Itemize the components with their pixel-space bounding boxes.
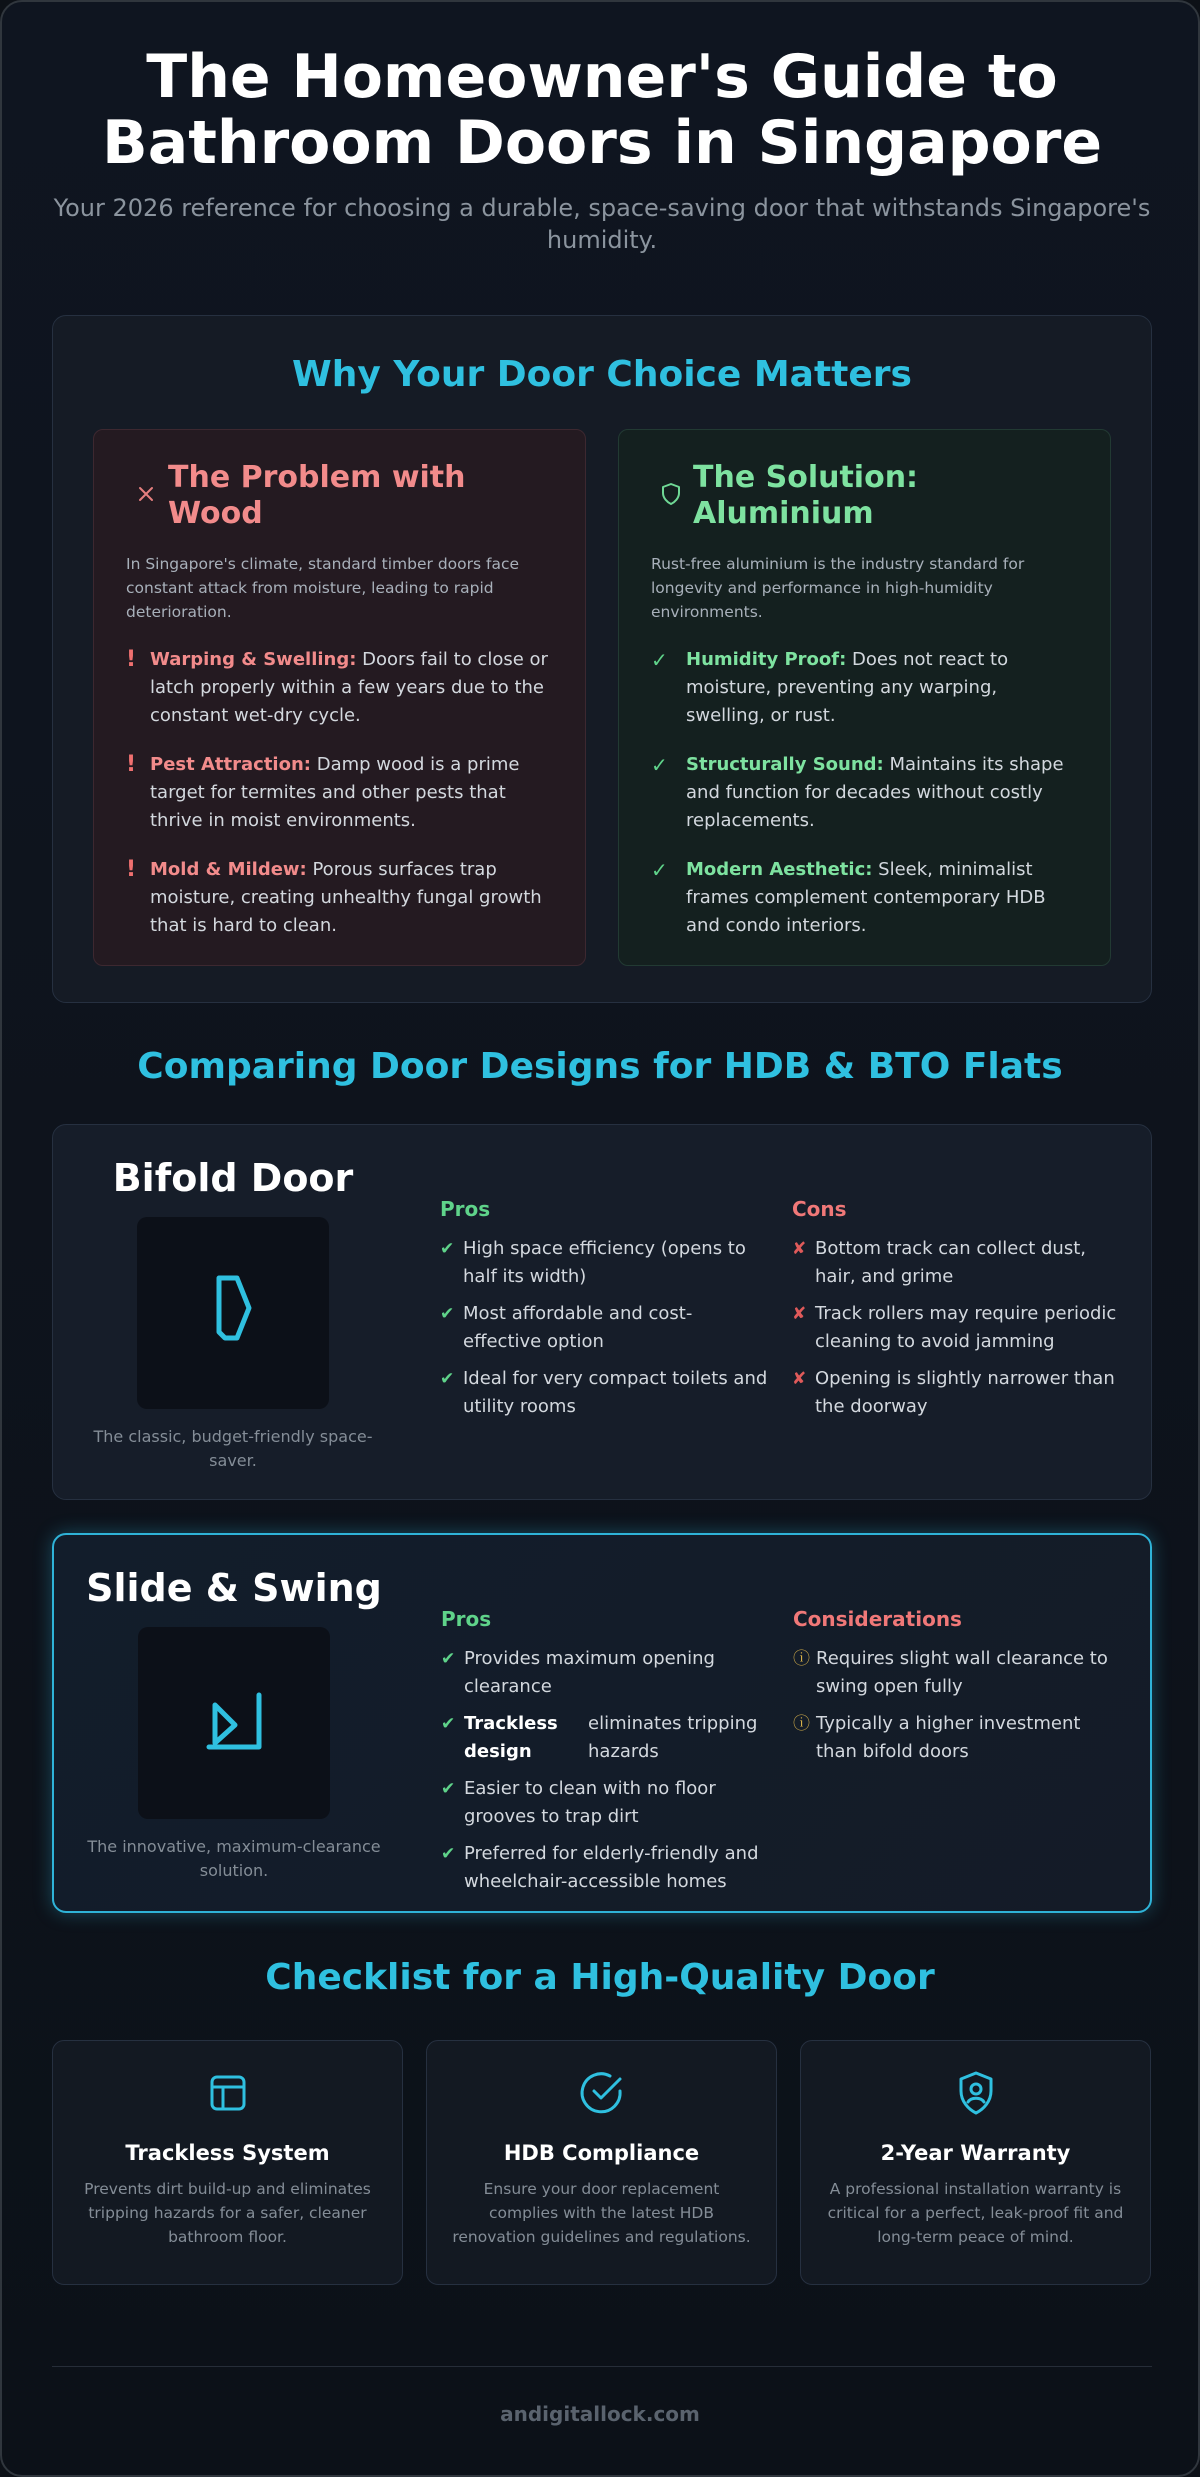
check-icon: ✔ bbox=[440, 1239, 455, 1259]
bifold-cons bbox=[792, 1197, 1122, 1430]
slide-swing-title: Slide & Swing bbox=[86, 1566, 382, 1610]
feature-card-hdb bbox=[426, 2040, 777, 2285]
cross-icon: ✘ bbox=[792, 1239, 807, 1259]
why-section bbox=[52, 315, 1152, 1003]
solution-point: ✓ Humidity Proof: Does not react to moisture, preventing any warping, swelling, or rust. bbox=[651, 646, 1080, 730]
check-circle-icon bbox=[451, 2067, 752, 2119]
feature-text: Prevents dirt build-up and eliminates tripping hazards for a safer, cleaner bathroom floor. bbox=[84, 2180, 371, 2246]
footer-link[interactable]: andigitallock.com bbox=[500, 2402, 700, 2426]
title-line-2: Bathroom Doors in Singapore bbox=[101, 108, 1103, 178]
feature-title: HDB Compliance bbox=[503, 2141, 700, 2165]
feature-text: Ensure your door replacement complies with the latest HDB renovation guidelines and regulations. bbox=[452, 2180, 751, 2246]
check-icon: ✔ bbox=[441, 1649, 456, 1669]
pros-heading: Pros bbox=[440, 1197, 491, 1221]
check-icon: ✓ bbox=[651, 858, 668, 882]
bifold-door-icon bbox=[137, 1217, 329, 1409]
page-title bbox=[52, 44, 1152, 176]
page-subtitle: Your 2026 reference for choosing a durable, space-saving door that withstands Singapore's humidity. bbox=[53, 194, 1151, 254]
bifold-card bbox=[52, 1124, 1152, 1500]
con-item: ✘ Bottom track can collect dust, hair, and grime bbox=[792, 1235, 1122, 1291]
shield-icon bbox=[825, 2067, 1126, 2119]
solution-title: The Solution: Aluminium bbox=[693, 460, 919, 531]
layout-icon bbox=[77, 2067, 378, 2119]
con-item: ✘ Opening is slightly narrower than the doorway bbox=[792, 1365, 1122, 1421]
consideration-item: ⓘ Requires slight wall clearance to swing open fully bbox=[793, 1645, 1123, 1701]
problem-intro: In Singapore's climate, standard timber doors face constant attack from moisture, leading to rapid deterioration. bbox=[126, 555, 520, 621]
shield-icon bbox=[651, 474, 691, 514]
feature-text: A professional installation warranty is critical for a perfect, leak-proof fit and long-term peace of mind. bbox=[827, 2180, 1124, 2246]
warning-icon: ! bbox=[126, 647, 137, 672]
pros-heading: Pros bbox=[441, 1607, 492, 1631]
feature-title: 2-Year Warranty bbox=[880, 2141, 1071, 2165]
pro-item: ✔ Trackless design eliminates tripping hazards bbox=[441, 1710, 771, 1766]
slide-swing-card bbox=[52, 1533, 1152, 1913]
checklist-title: Checklist for a High-Quality Door bbox=[265, 1957, 935, 1998]
pro-item: ✔ Ideal for very compact toilets and utility rooms bbox=[440, 1365, 770, 1421]
bifold-pros bbox=[440, 1197, 770, 1430]
warning-icon: ! bbox=[126, 857, 137, 882]
considerations-heading: Considerations bbox=[793, 1607, 962, 1631]
pro-item: ✔ Easier to clean with no floor grooves to trap dirt bbox=[441, 1775, 771, 1831]
solution-point: ✓ Modern Aesthetic: Sleek, minimalist frames complement contemporary HDB and condo interiors. bbox=[651, 856, 1080, 940]
check-icon: ✔ bbox=[440, 1369, 455, 1389]
check-icon: ✔ bbox=[441, 1779, 456, 1799]
feature-card-warranty bbox=[800, 2040, 1151, 2285]
slide-swing-caption: The innovative, maximum-clearance solution. bbox=[87, 1837, 381, 1880]
check-icon: ✓ bbox=[651, 753, 668, 777]
why-title: Why Your Door Choice Matters bbox=[292, 354, 912, 395]
compare-title: Comparing Door Designs for HDB & BTO Flats bbox=[137, 1046, 1063, 1087]
cross-icon: ✘ bbox=[792, 1369, 807, 1389]
problem-title: The Problem with Wood bbox=[168, 460, 466, 531]
check-icon: ✔ bbox=[441, 1714, 456, 1734]
footer-divider bbox=[52, 2366, 1152, 2367]
pro-item: ✔ Preferred for elderly-friendly and wheelchair-accessible homes bbox=[441, 1840, 771, 1896]
pro-item: ✔ Provides maximum opening clearance bbox=[441, 1645, 771, 1701]
solution-intro: Rust-free aluminium is the industry standard for longevity and performance in high-humidity environments. bbox=[651, 555, 1025, 621]
check-icon: ✔ bbox=[441, 1844, 456, 1864]
title-line-1: The Homeowner's Guide to bbox=[146, 42, 1058, 112]
con-item: ✘ Track rollers may require periodic cleaning to avoid jamming bbox=[792, 1300, 1122, 1356]
problem-point: ! Pest Attraction: Damp wood is a prime target for termites and other pests that thrive in moist environments. bbox=[126, 751, 555, 835]
consideration-item: ⓘ Typically a higher investment than bifold doors bbox=[793, 1710, 1123, 1766]
header bbox=[52, 44, 1152, 256]
pro-item: ✔ High space efficiency (opens to half its width) bbox=[440, 1235, 770, 1291]
info-icon: ⓘ bbox=[793, 1714, 810, 1734]
warning-icon: ! bbox=[126, 752, 137, 777]
slide-swing-considerations bbox=[793, 1607, 1123, 1775]
x-icon bbox=[126, 474, 166, 514]
bifold-caption: The classic, budget-friendly space-saver. bbox=[93, 1427, 373, 1470]
solution-point: ✓ Structurally Sound: Maintains its shape and function for decades without costly replacements. bbox=[651, 751, 1080, 835]
slide-swing-pros bbox=[441, 1607, 771, 1905]
info-icon: ⓘ bbox=[793, 1649, 810, 1669]
feature-title: Trackless System bbox=[125, 2141, 330, 2165]
check-icon: ✔ bbox=[440, 1304, 455, 1324]
bifold-title: Bifold Door bbox=[112, 1156, 354, 1200]
problem-point: ! Warping & Swelling: Doors fail to close or latch properly within a few years due to the constant wet-dry cycle. bbox=[126, 646, 555, 730]
cross-icon: ✘ bbox=[792, 1304, 807, 1324]
problem-card bbox=[93, 429, 586, 966]
solution-card bbox=[618, 429, 1111, 966]
pro-item: ✔ Most affordable and cost-effective option bbox=[440, 1300, 770, 1356]
slide-swing-door-icon bbox=[138, 1627, 330, 1819]
cons-heading: Cons bbox=[792, 1197, 847, 1221]
problem-point: ! Mold & Mildew: Porous surfaces trap moisture, creating unhealthy fungal growth that is hard to clean. bbox=[126, 856, 555, 940]
check-icon: ✓ bbox=[651, 648, 668, 672]
feature-card-trackless bbox=[52, 2040, 403, 2285]
